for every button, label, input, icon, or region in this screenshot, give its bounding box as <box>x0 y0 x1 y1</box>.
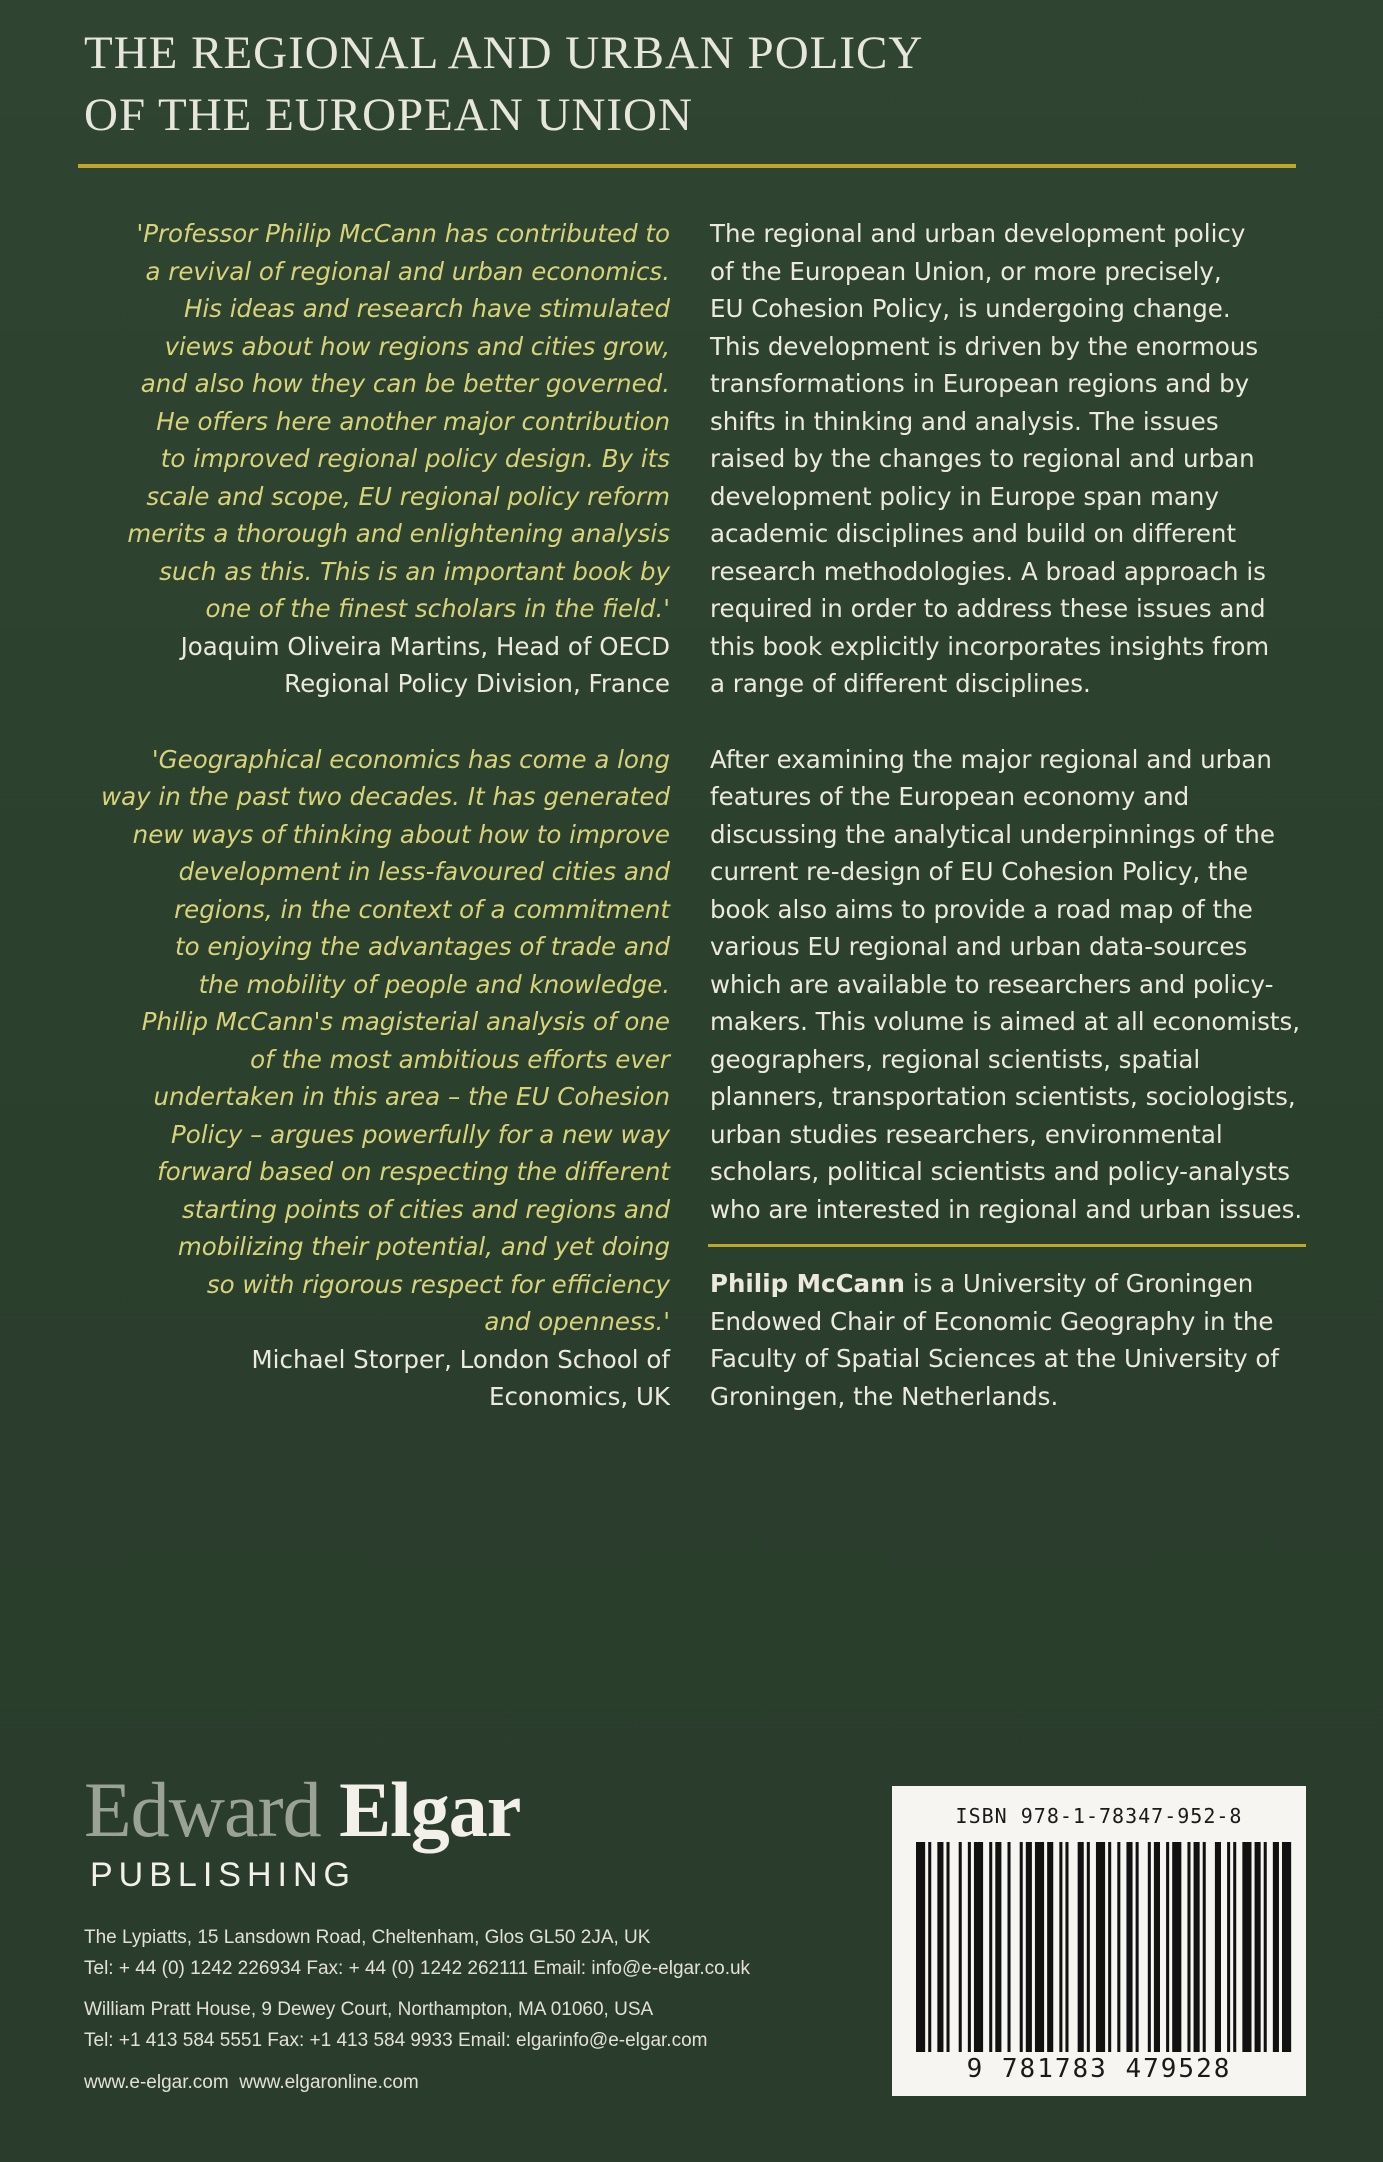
barcode-bars <box>892 1838 1306 2060</box>
barcode-bar <box>1117 1842 1120 2052</box>
quote-line: and openness.' <box>484 1307 670 1336</box>
barcode-bar <box>916 1842 925 2052</box>
description-line: this book explicitly incorporates insights from <box>710 631 1270 661</box>
quote-line: undertaken in this area – the EU Cohesion <box>153 1082 670 1111</box>
description-line: who are interested in regional and urban issues. <box>710 1194 1303 1224</box>
book-title <box>84 22 1284 146</box>
logo-word-elgar: Elgar <box>339 1766 521 1853</box>
quote-line: regions, in the context of a commitment <box>174 894 670 924</box>
quote-line: merits a thorough and enlightening analysis <box>127 519 670 548</box>
quote-attribution: Michael Storper, London School of <box>251 1344 670 1374</box>
address-line: William Pratt House, 9 Dewey Court, Northampton, MA 01060, USA <box>84 1999 654 2020</box>
barcode-bar <box>1108 1842 1111 2052</box>
quote-line: mobilizing their potential, and yet doing <box>177 1232 670 1261</box>
author-bio-line: Endowed Chair of Economic Geography in the <box>710 1306 1274 1336</box>
author-bio-line: Groningen, the Netherlands. <box>710 1381 1059 1411</box>
author-name: Philip McCann <box>710 1269 905 1298</box>
author-bio-line <box>710 1265 1320 1303</box>
quote-line: one of the finest scholars in the field.' <box>205 594 670 623</box>
description-line: research methodologies. A broad approach is <box>710 556 1266 586</box>
barcode-bar <box>1282 1842 1291 2052</box>
ean-number: 9 781783 479528 <box>966 2054 1232 2084</box>
barcode-bar <box>1242 1842 1251 2052</box>
quote-line: Philip McCann's magisterial analysis of one <box>141 1007 670 1036</box>
description-line: geographers, regional scientists, spatial <box>710 1044 1201 1074</box>
author-bio-text: is a University of Groningen <box>904 1269 1254 1298</box>
barcode-bar <box>947 1842 950 2052</box>
barcode-bar <box>1215 1842 1221 2052</box>
description-line: planners, transportation scientists, sociologists, <box>710 1082 1296 1111</box>
description-line: transformations in European regions and by <box>710 369 1250 398</box>
barcode-bar <box>1059 1842 1062 2052</box>
description-line: various EU regional and urban data-sources <box>710 932 1248 961</box>
barcode-bar <box>1154 1842 1160 2052</box>
barcode-bar <box>974 1842 983 2052</box>
description-line: discussing the analytical underpinnings of the <box>710 819 1275 849</box>
barcode-bar <box>1166 1842 1169 2052</box>
description-paragraph-1 <box>710 215 1320 703</box>
barcode-bar <box>937 1842 943 2052</box>
quote-line: of the most ambitious efforts ever <box>250 1044 670 1074</box>
barcode-bar <box>1126 1842 1132 2052</box>
author-divider <box>708 1244 1306 1247</box>
barcode-bar <box>1273 1842 1279 2052</box>
description-line: a range of different disciplines. <box>710 669 1091 698</box>
quote-line: a revival of regional and urban economics. <box>145 256 670 286</box>
quote-line: new ways of thinking about how to improve <box>132 819 670 849</box>
quote-line: Policy – argues powerfully for a new way <box>171 1119 670 1149</box>
logo-word-edward: Edward <box>84 1766 321 1853</box>
barcode-bar <box>1203 1842 1206 2052</box>
description-line: EU Cohesion Policy, is undergoing change. <box>710 294 1231 323</box>
description-line: academic disciplines and build on different <box>710 519 1237 548</box>
barcode-bar <box>1255 1842 1261 2052</box>
barcode-bar <box>1047 1842 1053 2052</box>
quote-line: starting points of cities and regions and <box>181 1194 670 1224</box>
quote-line: 'Professor Philip McCann has contributed to <box>136 219 670 248</box>
quote-line: views about how regions and cities grow, <box>164 331 670 361</box>
quote-line: 'Geographical economics has come a long <box>151 744 670 774</box>
description-line: After examining the major regional and urban <box>710 744 1272 774</box>
author-bio <box>710 1265 1320 1415</box>
book-description <box>710 215 1320 1228</box>
quote-line: scale and scope, EU regional policy reform <box>146 481 670 511</box>
barcode-bar <box>959 1842 962 2052</box>
endorsements <box>100 215 670 1416</box>
quote-line: development in less-favoured cities and <box>178 857 670 886</box>
description-line: shifts in thinking and analysis. The issues <box>710 406 1219 436</box>
quote-line: His ideas and research have stimulated <box>183 294 670 323</box>
title-line-2: OF THE EUROPEAN UNION <box>84 89 693 141</box>
publisher-logo-wordmark <box>84 1766 644 1853</box>
barcode-bar <box>1026 1842 1032 2052</box>
description-line: scholars, political scientists and policy-analysts <box>710 1157 1291 1186</box>
quote-attribution: Regional Policy Division, France <box>284 669 670 698</box>
description-line: features of the European economy and <box>710 782 1190 811</box>
address-line: Tel: +1 413 584 5551 Fax: +1 413 584 9933 Email: elgarinfo@e-elgar.com <box>84 2030 708 2051</box>
description-line: The regional and urban development policy <box>710 219 1246 248</box>
barcode-bar <box>1148 1842 1151 2052</box>
barcode-bar <box>995 1842 1001 2052</box>
barcode-bar <box>1227 1842 1230 2052</box>
quote-line: He offers here another major contribution <box>156 406 670 436</box>
endorsement-2 <box>100 741 670 1416</box>
barcode-bar <box>1187 1842 1190 2052</box>
address-uk <box>84 1922 844 1984</box>
barcode-bar <box>1194 1842 1200 2052</box>
quote-attribution: Joaquim Oliveira Martins, Head of OECD <box>180 631 670 661</box>
barcode-bar <box>989 1842 992 2052</box>
quote-line: such as this. This is an important book by <box>159 556 670 586</box>
address-line: The Lypiatts, 15 Lansdown Road, Cheltenham, Glos GL50 2JA, UK <box>84 1927 651 1948</box>
description-line: which are available to researchers and policy- <box>710 969 1274 999</box>
address-us <box>84 1994 844 2056</box>
quote-line: to improved regional policy design. By its <box>160 444 670 473</box>
barcode-bar <box>928 1842 931 2052</box>
quote-line: the mobility of people and knowledge. <box>198 969 670 999</box>
barcode-bar <box>1136 1842 1139 2052</box>
author-bio-line: Faculty of Spatial Sciences at the University of <box>710 1344 1280 1373</box>
barcode-bar <box>1065 1842 1068 2052</box>
description-line: urban studies researchers, environmental <box>710 1119 1223 1149</box>
description-paragraph-2 <box>710 741 1320 1229</box>
address-line: Tel: + 44 (0) 1242 226934 Fax: + 44 (0) 1242 262111 Email: info@e-elgar.co.uk <box>84 1958 751 1979</box>
barcode-bar <box>1096 1842 1105 2052</box>
isbn-label: ISBN 978-1-78347-952-8 <box>955 1804 1243 1828</box>
quote-line: and also how they can be better governed. <box>140 369 670 398</box>
title-line-1: THE REGIONAL AND URBAN POLICY <box>84 27 924 79</box>
barcode-bar <box>1233 1842 1236 2052</box>
barcode-bar <box>968 1842 971 2052</box>
quote-line: so with rigorous respect for efficiency <box>206 1269 670 1299</box>
description-line: of the European Union, or more precisely, <box>710 256 1222 286</box>
description-line: development policy in Europe span many <box>710 481 1219 511</box>
logo-publishing: PUBLISHING <box>90 1856 356 1894</box>
description-line: current re-design of EU Cohesion Policy, the <box>710 857 1249 886</box>
publisher-websites: www.e-elgar.com www.elgaronline.com <box>84 2072 419 2093</box>
barcode-bar <box>1020 1842 1023 2052</box>
barcode-bar <box>1264 1842 1267 2052</box>
quote-line: forward based on respecting the different <box>157 1157 670 1186</box>
description-line: book also aims to provide a road map of the <box>710 894 1253 924</box>
barcode-bar <box>1035 1842 1044 2052</box>
barcode-bar <box>1172 1842 1181 2052</box>
quote-line: to enjoying the advantages of trade and <box>175 932 670 961</box>
barcode-bar <box>1087 1842 1090 2052</box>
description-line: makers. This volume is aimed at all economists, <box>710 1007 1301 1036</box>
barcode-bar <box>1078 1842 1084 2052</box>
publisher-addresses <box>84 1922 844 2056</box>
quote-line: way in the past two decades. It has generated <box>101 782 670 811</box>
quote-attribution: Economics, UK <box>489 1382 670 1411</box>
description-line: required in order to address these issues and <box>710 594 1266 623</box>
isbn-barcode <box>892 1786 1306 2096</box>
endorsement-1 <box>100 215 670 703</box>
barcode-bar <box>1008 1842 1011 2052</box>
description-line: This development is driven by the enormous <box>710 331 1259 361</box>
top-divider <box>78 164 1296 168</box>
description-line: raised by the changes to regional and urban <box>710 444 1255 473</box>
publisher-logo <box>84 1766 644 1895</box>
